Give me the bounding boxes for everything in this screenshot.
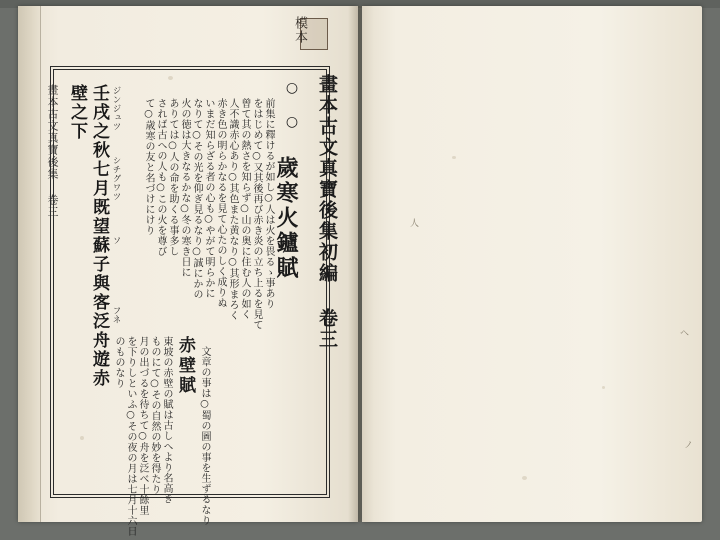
section-heading: 歲寒火鑪賦	[273, 156, 298, 281]
body-column: 人不識赤心あり○其色また黄なり○其形まろく	[227, 98, 238, 321]
body-column: いまだ知らざる者の心も○やがて明らかに	[203, 98, 214, 299]
body-column: なりて○その光を仰ぎ見るなり○誠にかの	[191, 98, 202, 300]
right-page-mark-2: ヘ	[680, 329, 690, 339]
lower-body-column: のものなり	[113, 336, 124, 389]
kanbun-column-continuation: 壁之下	[67, 84, 87, 141]
spine-title: 畫本古文真寶後集 卷三	[46, 84, 59, 218]
lower-body-column: 東坡の赤壁の賦は古しへより名高き	[161, 336, 172, 504]
right-page-mark-3: ノ	[684, 441, 694, 451]
left-page	[18, 6, 358, 537]
kanbun-ruby-2: シチグワツ	[111, 156, 121, 201]
lower-body-column: ものにて○その自然の妙を得たり	[149, 336, 160, 495]
lower-body-column: 月の出づるを待ちて○舟を泛べ十餘里	[137, 336, 148, 516]
kanbun-ruby-1: ジンジュツ	[111, 86, 121, 131]
body-column: 前集に釋けるが如し○人は火を畏るゝ事あり	[263, 98, 274, 309]
foxing-spot	[452, 156, 456, 159]
body-column: 赤き色の明らかなるを見て心たのしく成りぬ	[215, 98, 226, 308]
fore-edge-strip	[18, 6, 41, 522]
body-column: て○歳寒の友と名づけにけり	[143, 98, 154, 236]
kanbun-column-main: 壬戌之秋七月既望蘇子與客泛舟遊赤	[89, 84, 109, 388]
right-page-mark-1: 人	[410, 219, 420, 229]
seal-label: 模本	[292, 16, 307, 44]
lower-section-heading: 赤壁賦	[175, 336, 195, 396]
lower-body-column: を下りしといふ○その夜の月は七月十六日	[125, 336, 136, 537]
body-column: ありては○人の命を助くる事多し	[167, 98, 178, 257]
open-book	[18, 6, 702, 537]
foxing-spot	[80, 436, 84, 440]
lower-body-column: 文章の事は○蜀の圖の事を生ずるなり	[199, 346, 210, 526]
book-gutter-shadow	[348, 6, 374, 522]
body-column: 曾て其の熱さを知らず○山の奥に住む人の如く	[239, 98, 250, 320]
right-page	[362, 6, 702, 522]
body-column: をはじめて○又其後再び赤き炎の立ち上るを見て	[251, 98, 262, 330]
body-column: されば古への人も○この火を尊び	[155, 98, 166, 257]
foxing-spot	[602, 386, 605, 389]
circle-marks: ○ ○	[284, 80, 300, 131]
foxing-spot	[522, 476, 527, 480]
kanbun-ruby-4: フネ	[111, 306, 121, 324]
body-column: 火の徳は大きなるかな○冬の寒き日に	[179, 98, 190, 278]
kanbun-ruby-3: ソ	[111, 236, 121, 245]
page-title: 畫本古文真寶後集初編 卷三	[316, 74, 338, 350]
foxing-spot	[168, 76, 173, 80]
